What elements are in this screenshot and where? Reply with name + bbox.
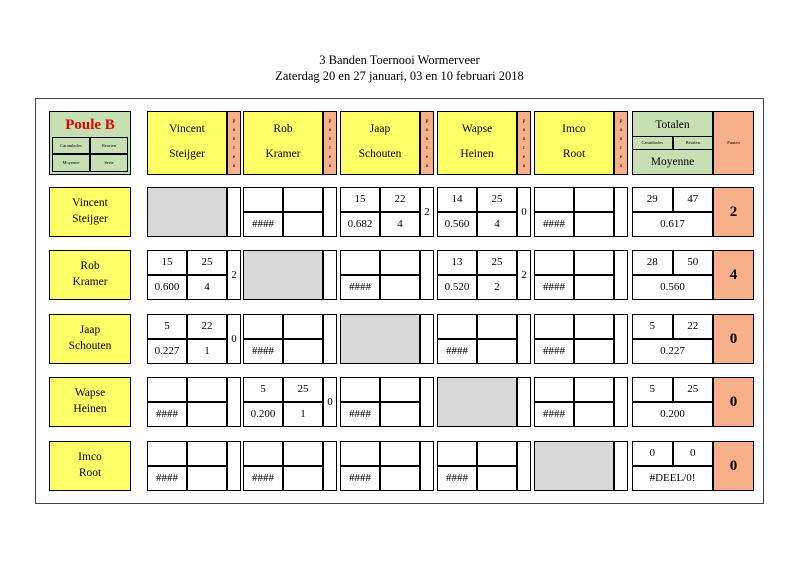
tournament-dates: Zaterdag 20 en 27 januari, 03 en 10 februari 2018 (275, 69, 524, 83)
total-moyenne-value: 0.560 (660, 281, 685, 293)
self-match-cell (534, 441, 614, 491)
moyenne-value: #### (446, 472, 468, 484)
punten-vertical-letter: u (232, 127, 236, 133)
match-points-value: 0 (521, 206, 527, 218)
moyenne-value: #### (543, 408, 565, 420)
caramboles-value (534, 314, 574, 339)
punten-vertical-letter: n (425, 163, 429, 169)
beurten-value (283, 441, 323, 466)
caramboles-value (243, 187, 283, 212)
total-punten-value: 4 (729, 267, 738, 283)
match-points-value (323, 441, 337, 491)
total-beurten-value: 0 (690, 447, 696, 459)
totalen-label: Totalen (655, 119, 690, 131)
self-match-cell (243, 250, 323, 300)
total-moyenne-value: 0.227 (660, 345, 685, 357)
row-player-name-line1: Jaap (79, 324, 101, 336)
serie-value (283, 466, 323, 491)
punten-vertical-letter: n (619, 163, 623, 169)
match-points-value: 2 (424, 206, 430, 218)
moyenne-value: 0.200 (250, 408, 276, 420)
match-points-value (420, 377, 434, 427)
caramboles-value: 14 (451, 193, 463, 205)
self-match-cell (437, 377, 517, 427)
beurten-value (380, 250, 420, 275)
punten-vertical-letter: n (328, 136, 332, 142)
moyenne-value: #### (543, 345, 565, 357)
serie-value (187, 466, 227, 491)
serie-value (380, 402, 420, 427)
punten-vertical-letter: e (232, 154, 236, 160)
caramboles-value: 15 (161, 256, 173, 268)
total-punten-value: 0 (729, 458, 738, 474)
moyenne-value: #### (349, 408, 371, 420)
caramboles-value: 15 (354, 193, 366, 205)
match-points-value: 0 (327, 396, 333, 408)
match-points-value: 0 (231, 333, 237, 345)
total-punten-value: 0 (729, 331, 738, 347)
serie-value: 4 (494, 218, 500, 230)
beurten-value (574, 250, 614, 275)
moyenne-value: #### (349, 472, 371, 484)
serie-value (283, 212, 323, 237)
punten-vertical-letter: t (426, 145, 428, 151)
punten-vertical-letter: n (328, 163, 332, 169)
total-punten-value: 0 (729, 394, 738, 410)
self-match-cell (147, 187, 227, 237)
punten-vertical-letter: u (425, 127, 429, 133)
punten-vertical-letter: p (232, 118, 236, 124)
caramboles-value (340, 441, 380, 466)
match-points-value (517, 441, 531, 491)
beurten-value (283, 314, 323, 339)
serie-value (187, 402, 227, 427)
row-player-name-line2: Kramer (72, 276, 108, 288)
total-beurten-value: 47 (687, 193, 699, 205)
serie-value (574, 339, 614, 364)
total-moyenne-value: 0.617 (660, 218, 685, 230)
moyenne-value: 0.600 (154, 281, 180, 293)
serie-value: 1 (204, 345, 210, 357)
beurten-value (574, 187, 614, 212)
total-beurten-value: 25 (687, 383, 699, 395)
total-punten-value: 2 (729, 204, 738, 220)
punten-vertical-letter: n (232, 163, 236, 169)
caramboles-value (534, 377, 574, 402)
match-points-value: 2 (231, 269, 237, 281)
total-caramboles-value: 29 (646, 193, 658, 205)
beurten-value (187, 377, 227, 402)
punten-vertical-letter: p (522, 118, 526, 124)
punten-vertical-letter: p (619, 118, 623, 124)
row-player-name-line2: Steijger (72, 213, 108, 225)
serie-value (477, 339, 517, 364)
match-points-cell (323, 250, 337, 300)
column-header-name-line1: Imco (562, 123, 586, 135)
punten-vertical-letter: u (328, 127, 332, 133)
punten-vertical-letter: n (522, 136, 526, 142)
caramboles-value (243, 314, 283, 339)
caramboles-label: Caramboles (60, 143, 82, 148)
caramboles-value: 13 (451, 256, 463, 268)
caramboles-value: 5 (164, 320, 170, 332)
punten-vertical-letter: t (329, 145, 331, 151)
row-player-name-line2: Root (78, 467, 102, 479)
match-points-value (420, 250, 434, 300)
row-player-name-line2: Schouten (68, 340, 112, 352)
moyenne-value: 0.682 (347, 218, 373, 230)
beurten-value: 25 (297, 383, 309, 395)
match-points-cell (614, 441, 628, 491)
serie-value: 4 (204, 281, 210, 293)
total-caramboles-value: 28 (646, 256, 658, 268)
column-header-name-line2: Heinen (460, 148, 494, 160)
match-points-value: 2 (521, 269, 527, 281)
caramboles-value (534, 187, 574, 212)
beurten-label: Beurten (101, 143, 117, 148)
serie-value: 2 (494, 281, 500, 293)
totalen-beurten-label: Beurten (685, 140, 700, 145)
serie-value (477, 466, 517, 491)
beurten-value (380, 377, 420, 402)
total-caramboles-value: 0 (649, 447, 655, 459)
caramboles-value (147, 377, 187, 402)
column-header-name-line1: Vincent (169, 123, 205, 135)
serie-value: 4 (397, 218, 403, 230)
punten-vertical-letter: t (523, 145, 525, 151)
punten-vertical-letter: n (522, 163, 526, 169)
total-moyenne-value: #DEEL/0! (649, 472, 696, 484)
beurten-value: 22 (394, 193, 406, 205)
moyenne-value: #### (252, 218, 274, 230)
serie-value (380, 466, 420, 491)
column-header-name-line2: Steijger (169, 148, 205, 160)
moyenne-value: #### (543, 218, 565, 230)
moyenne-value: #### (543, 281, 565, 293)
punten-vertical-letter: e (522, 154, 526, 160)
moyenne-value: 0.520 (444, 281, 470, 293)
punten-vertical-letter: n (425, 136, 429, 142)
serie-value (574, 402, 614, 427)
total-beurten-value: 50 (687, 256, 699, 268)
row-player-name-line1: Vincent (72, 197, 108, 209)
poule-title: Poule B (65, 117, 115, 133)
total-caramboles-value: 5 (649, 383, 655, 395)
beurten-value (380, 441, 420, 466)
beurten-value (283, 187, 323, 212)
serie-label: Serie (104, 160, 114, 165)
column-header-name-line1: Wapse (461, 123, 493, 135)
match-points-cell (420, 314, 434, 364)
punten-vertical-letter: e (328, 154, 332, 160)
match-points-cell (227, 187, 241, 237)
beurten-value (477, 441, 517, 466)
column-header-name-line1: Rob (273, 123, 293, 135)
totalen-caramboles-label: Caramboles (641, 140, 663, 145)
match-points-value (420, 441, 434, 491)
moyenne-value: 0.227 (154, 345, 180, 357)
totalen-moyenne-label: Moyenne (650, 156, 695, 168)
moyenne-value: 0.560 (444, 218, 470, 230)
row-player-name-line2: Heinen (73, 403, 107, 415)
beurten-value: 25 (491, 256, 503, 268)
caramboles-value (437, 441, 477, 466)
caramboles-value: 5 (260, 383, 266, 395)
punten-vertical-letter: e (619, 154, 623, 160)
caramboles-value (437, 314, 477, 339)
caramboles-value (534, 250, 574, 275)
punten-vertical-letter: e (425, 154, 429, 160)
total-moyenne-value: 0.200 (660, 408, 685, 420)
moyenne-label: Moyenne (62, 160, 80, 165)
caramboles-value (340, 377, 380, 402)
match-points-cell (517, 377, 531, 427)
column-header-name-line2: Kramer (265, 148, 301, 160)
punten-vertical-letter: p (328, 118, 332, 124)
beurten-value: 22 (201, 320, 213, 332)
beurten-value (574, 314, 614, 339)
row-player-name-line1: Imco (78, 451, 102, 463)
punten-vertical-letter: p (425, 118, 429, 124)
moyenne-value: #### (252, 345, 274, 357)
total-caramboles-value: 5 (649, 320, 655, 332)
moyenne-value: #### (156, 408, 178, 420)
beurten-value: 25 (491, 193, 503, 205)
match-points-value (227, 377, 241, 427)
match-points-value (323, 187, 337, 237)
beurten-value (187, 441, 227, 466)
punten-vertical-letter: u (619, 127, 623, 133)
row-player-name-line1: Rob (80, 260, 100, 272)
caramboles-value (340, 250, 380, 275)
serie-value (380, 275, 420, 300)
serie-value (574, 212, 614, 237)
punten-vertical-letter: n (619, 136, 623, 142)
caramboles-value (243, 441, 283, 466)
match-points-value (323, 314, 337, 364)
moyenne-value: #### (349, 281, 371, 293)
match-points-value (614, 377, 628, 427)
serie-value: 1 (300, 408, 306, 420)
match-points-value (614, 187, 628, 237)
beurten-value: 25 (201, 256, 213, 268)
column-header-name-line2: Schouten (358, 148, 402, 160)
column-header-name-line1: Jaap (369, 123, 391, 135)
column-header-name-line2: Root (562, 148, 586, 160)
serie-value (574, 275, 614, 300)
row-player-name-line1: Wapse (74, 387, 106, 399)
self-match-cell (340, 314, 420, 364)
moyenne-value: #### (446, 345, 468, 357)
tournament-title: 3 Banden Toernooi Wormerveer (319, 53, 480, 67)
punten-header-label: Punten (727, 140, 740, 145)
total-beurten-value: 22 (687, 320, 699, 332)
match-points-value (517, 314, 531, 364)
beurten-value (477, 314, 517, 339)
punten-vertical-letter: t (233, 145, 235, 151)
beurten-value (574, 377, 614, 402)
punten-vertical-letter: t (620, 145, 622, 151)
match-points-value (614, 314, 628, 364)
serie-value (283, 339, 323, 364)
punten-vertical-letter: u (522, 127, 526, 133)
punten-vertical-letter: n (232, 136, 236, 142)
moyenne-value: #### (252, 472, 274, 484)
moyenne-value: #### (156, 472, 178, 484)
caramboles-value (147, 441, 187, 466)
match-points-value (227, 441, 241, 491)
match-points-value (614, 250, 628, 300)
